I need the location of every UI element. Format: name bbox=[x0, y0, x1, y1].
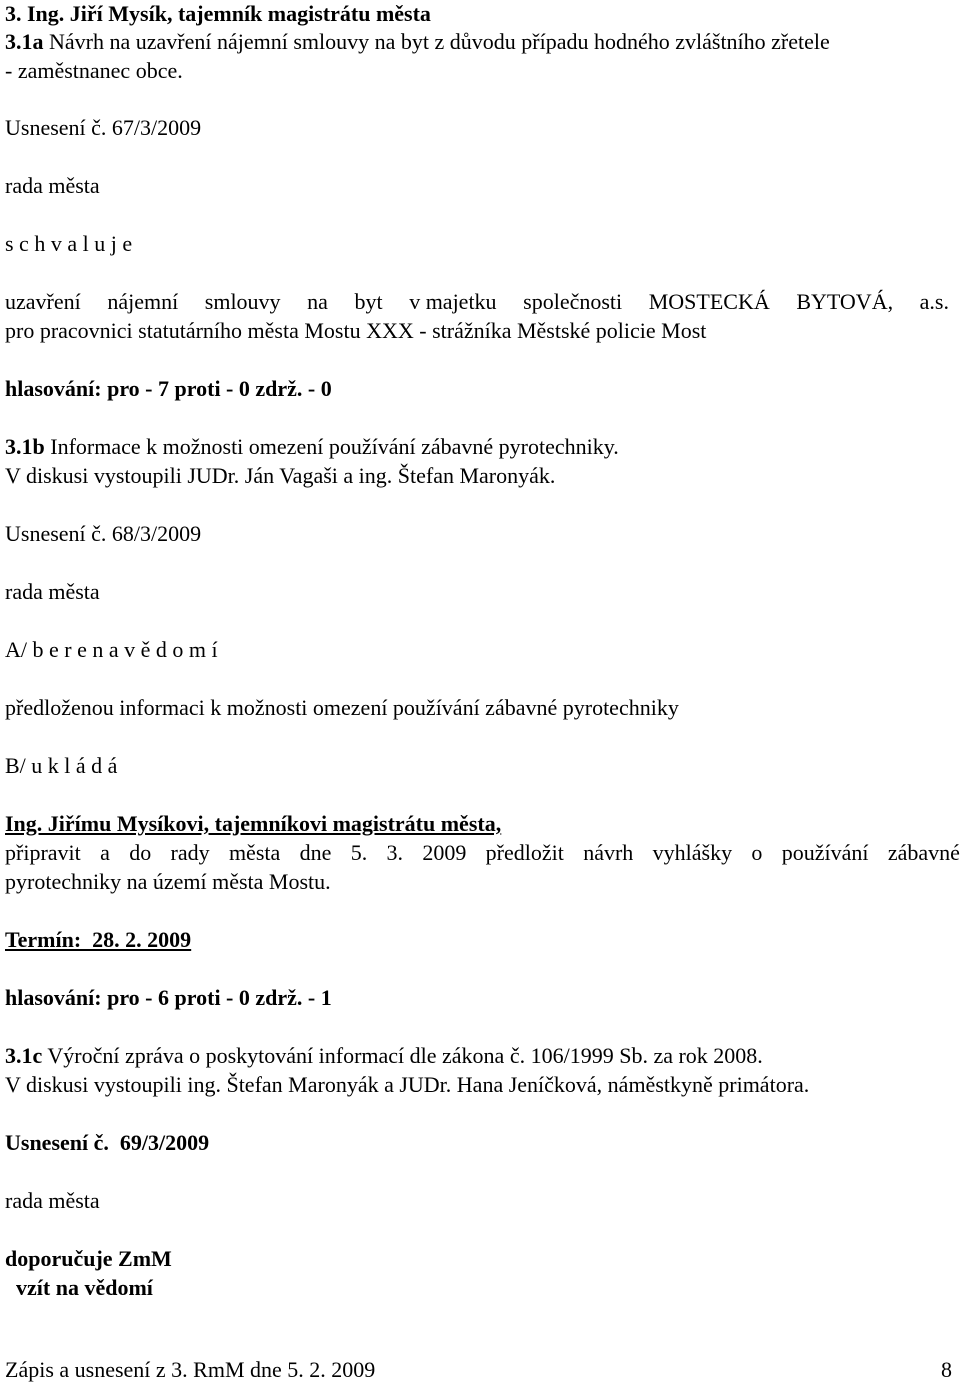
word: vyhlášky bbox=[652, 840, 733, 865]
item-number: 3.1c bbox=[5, 1043, 43, 1068]
resolution-body: rada města bbox=[5, 173, 100, 198]
word: zábavné bbox=[887, 840, 960, 865]
resolution-number: Usnesení č. 69/3/2009 bbox=[5, 1130, 210, 1155]
item-3-1a bbox=[5, 28, 830, 56]
word: MOSTECKÁ bbox=[648, 289, 770, 314]
resolution-text-justified bbox=[5, 288, 949, 316]
word: nájemní bbox=[107, 289, 179, 314]
word: připravit bbox=[5, 840, 81, 865]
item-number: 3.1a bbox=[5, 29, 44, 54]
resolution-verb-b: B/ u k l á d á bbox=[5, 753, 118, 778]
item-text: Návrh na uzavření nájemní smlouvy na byt z důvodu případu hodného zvláštního zřetele bbox=[49, 29, 830, 54]
word: 2009 bbox=[422, 840, 467, 865]
item-3-1c bbox=[5, 1042, 763, 1070]
resolution-body: rada města bbox=[5, 1188, 100, 1213]
word: používání bbox=[781, 840, 869, 865]
word: rady bbox=[170, 840, 210, 865]
footer-text: Zápis a usnesení z 3. RmM dne 5. 2. 2009 bbox=[5, 1357, 376, 1382]
task-text-justified bbox=[5, 839, 960, 867]
word: města bbox=[228, 840, 281, 865]
resolution-verb-a: A/ b e r e n a v ě d o m í bbox=[5, 637, 218, 662]
resolution-verb: doporučuje ZmM bbox=[5, 1246, 172, 1271]
word: a bbox=[100, 840, 110, 865]
discussion-text: V diskusi vystoupili ing. Štefan Maronyák a JUDr. Hana Jeníčková, náměstkyně primátora. bbox=[5, 1072, 810, 1097]
item-number: 3.1b bbox=[5, 434, 45, 459]
item-text: Informace k možnosti omezení používání zábavné pyrotechniky. bbox=[50, 434, 619, 459]
word: a.s. bbox=[919, 289, 949, 314]
word: 3. bbox=[386, 840, 404, 865]
word: předložit bbox=[485, 840, 564, 865]
section-heading bbox=[5, 0, 431, 28]
word: smlouvy bbox=[204, 289, 281, 314]
deadline: Termín: 28. 2. 2009 bbox=[5, 927, 192, 952]
word: návrh bbox=[583, 840, 634, 865]
word: na bbox=[307, 289, 328, 314]
resolution-text: pro pracovnici statutárního města Mostu XXX - strážníka Městské policie Most bbox=[5, 318, 707, 343]
justified-words bbox=[5, 839, 960, 867]
resolution-number: Usnesení č. 67/3/2009 bbox=[5, 115, 202, 140]
discussion-text: V diskusi vystoupili JUDr. Ján Vagaši a ing. Štefan Maronyák. bbox=[5, 463, 556, 488]
section-number: 3. bbox=[5, 1, 22, 26]
page-footer bbox=[5, 1356, 952, 1384]
resolution-verb-continued: vzít na vědomí bbox=[5, 1275, 153, 1300]
vote-result: hlasování: pro - 7 proti - 0 zdrž. - 0 bbox=[5, 376, 332, 401]
word: uzavření bbox=[5, 289, 81, 314]
page-number: 8 bbox=[941, 1357, 952, 1382]
word: v majetku bbox=[409, 289, 497, 314]
word: 5. bbox=[350, 840, 368, 865]
word: dne bbox=[299, 840, 332, 865]
task-text: pyrotechniky na území města Mostu. bbox=[5, 869, 331, 894]
word: byt bbox=[354, 289, 383, 314]
item-3-1b bbox=[5, 433, 619, 461]
resolution-verb: s c h v a l u j e bbox=[5, 231, 133, 256]
assignee: Ing. Jiřímu Mysíkovi, tajemníkovi magistrátu města, bbox=[5, 811, 502, 836]
item-3-1a-continued: - zaměstnanec obce. bbox=[5, 58, 183, 83]
resolution-text-a: předloženou informaci k možnosti omezení používání zábavné pyrotechniky bbox=[5, 695, 679, 720]
item-text: Výroční zpráva o poskytování informací dle zákona č. 106/1999 Sb. za rok 2008. bbox=[47, 1043, 763, 1068]
justified-words bbox=[5, 288, 949, 316]
word: BYTOVÁ, bbox=[796, 289, 894, 314]
resolution-body: rada města bbox=[5, 579, 100, 604]
word: společnosti bbox=[523, 289, 623, 314]
word: do bbox=[129, 840, 152, 865]
resolution-number: Usnesení č. 68/3/2009 bbox=[5, 521, 202, 546]
word: o bbox=[751, 840, 763, 865]
section-title: Ing. Jiří Mysík, tajemník magistrátu města bbox=[27, 1, 431, 26]
vote-result: hlasování: pro - 6 proti - 0 zdrž. - 1 bbox=[5, 985, 332, 1010]
